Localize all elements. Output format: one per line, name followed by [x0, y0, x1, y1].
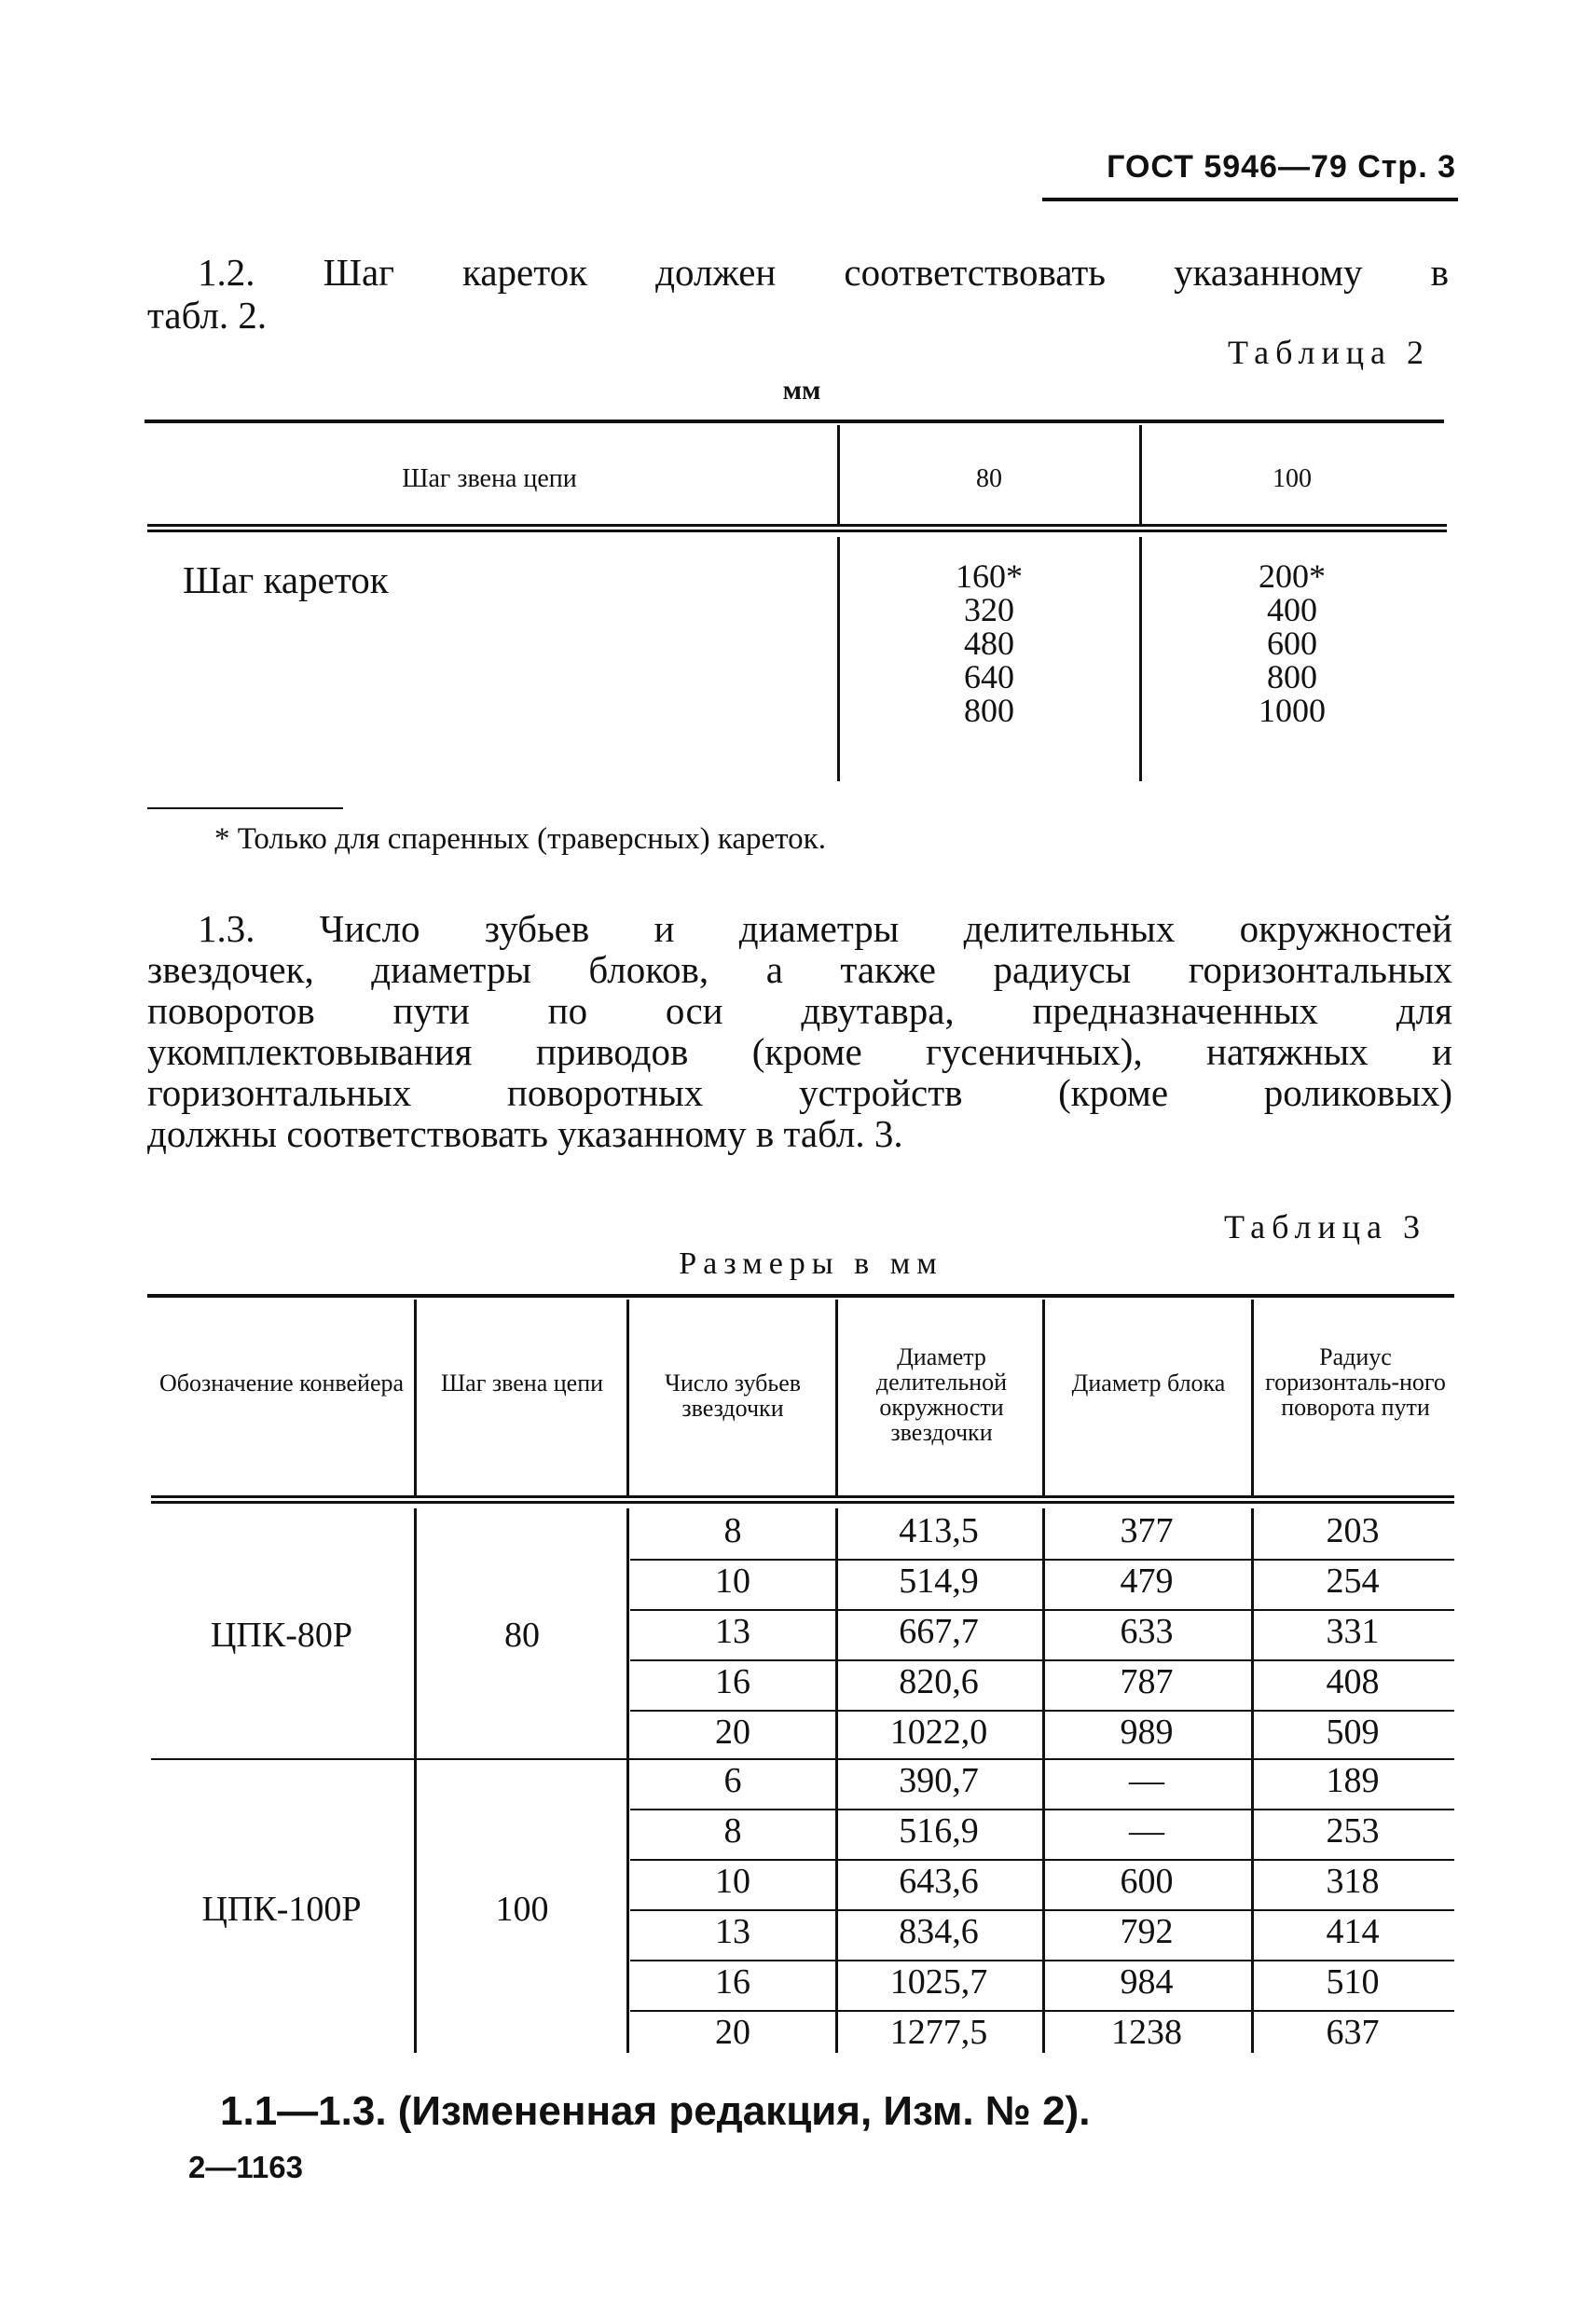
- table2-header-col1: 80: [976, 464, 1002, 493]
- table2-vline-b: [1139, 425, 1142, 524]
- table2-top-rule: [144, 420, 1444, 423]
- table3-header-pitch-diameter: Диаметр делительной окружности звездочки: [875, 1343, 1008, 1446]
- block-diameter-cell: 787: [1120, 1662, 1174, 1701]
- section-1-3-line: 1.3. Число зубьев и диаметры делительных окружностей: [198, 907, 1452, 950]
- table-row: [630, 1611, 1454, 1661]
- pitch-diameter-cell: 820,6: [899, 1662, 979, 1701]
- pitch-diameter-cell: 834,6: [899, 1912, 979, 1951]
- table2-unit: мм: [782, 375, 821, 406]
- table3-hvline: [1251, 1300, 1254, 1497]
- table-row: [630, 1861, 1454, 1911]
- table3-chain-pitch: 80: [504, 1616, 540, 1655]
- table3-header-block-diameter: Диаметр блока: [1071, 1369, 1226, 1397]
- table2-vline-c: [837, 537, 840, 781]
- teeth-cell: 10: [715, 1562, 750, 1601]
- section-1-2-line1: 1.2. Шаг кареток должен соответствовать указанному в: [198, 251, 1449, 294]
- section-1-2-line2: табл. 2.: [147, 294, 268, 337]
- pitch-diameter-cell: 514,9: [899, 1562, 979, 1601]
- table3-top-rule: [147, 1294, 1454, 1298]
- teeth-cell: 6: [723, 1761, 742, 1800]
- pitch-diameter-cell: 667,7: [899, 1612, 979, 1651]
- section-1-3-line: должны соответствовать указанному в табл. 3.: [147, 1112, 903, 1155]
- teeth-cell: 16: [715, 1662, 750, 1701]
- table-row: [630, 1961, 1454, 2012]
- table2-vline-d: [1139, 537, 1142, 781]
- pitch-diameter-cell: 1025,7: [889, 1962, 988, 2002]
- table-row: [630, 1760, 1454, 1810]
- radius-cell: 203: [1326, 1511, 1380, 1550]
- block-diameter-cell: 792: [1120, 1912, 1174, 1951]
- section-1-3-line: укомплектовывания приводов (кроме гусеничных), натяжных и: [147, 1030, 1452, 1073]
- block-diameter-cell: —: [1129, 1761, 1164, 1800]
- teeth-cell: 13: [715, 1912, 750, 1951]
- table3-header-rule: [151, 1495, 1454, 1504]
- radius-cell: 637: [1326, 2013, 1380, 2052]
- table3-group-2-rows: [630, 1760, 1454, 2060]
- radius-cell: 509: [1326, 1713, 1380, 1752]
- table-row: [630, 1661, 1454, 1712]
- table2-col1-value: 160*: [956, 557, 1023, 595]
- block-diameter-cell: 989: [1120, 1713, 1174, 1752]
- pitch-diameter-cell: 390,7: [899, 1761, 979, 1800]
- header-rule: [1042, 198, 1458, 201]
- radius-cell: 254: [1326, 1562, 1380, 1601]
- table2-header-col2: 100: [1273, 464, 1312, 493]
- block-diameter-cell: 377: [1120, 1511, 1174, 1550]
- table-row: [630, 1810, 1454, 1861]
- table3-group-1-rows: [630, 1510, 1454, 1760]
- table-row: [630, 1561, 1454, 1611]
- table2-col1-value: 480: [964, 625, 1014, 662]
- block-diameter-cell: 479: [1120, 1562, 1174, 1601]
- radius-cell: 189: [1326, 1761, 1380, 1800]
- section-1-3-line: звездочек, диаметры блоков, а также радиусы горизонтальных: [147, 948, 1452, 991]
- table2-caption: Таблица 2: [1228, 334, 1430, 371]
- table3-hvline: [414, 1300, 417, 1497]
- table2-header-label: Шаг звена цепи: [402, 464, 577, 493]
- section-1-3: [147, 908, 1452, 1154]
- table2-col2-value: 600: [1267, 625, 1317, 662]
- pitch-diameter-cell: 413,5: [899, 1511, 979, 1550]
- table2-col1-value: 800: [964, 692, 1014, 729]
- table-row: [630, 1911, 1454, 1961]
- block-diameter-cell: 1238: [1111, 2013, 1182, 2052]
- radius-cell: 253: [1326, 1811, 1380, 1851]
- table3-caption: Таблица 3: [1224, 1208, 1426, 1245]
- table2-row-label: Шаг кареток: [183, 558, 389, 601]
- table3-designation: ЦПК-80Р: [210, 1616, 353, 1655]
- teeth-cell: 10: [715, 1862, 750, 1901]
- table-row: [630, 1510, 1454, 1561]
- teeth-cell: 8: [723, 1511, 742, 1550]
- pitch-diameter-cell: 643,6: [899, 1862, 979, 1901]
- table3-vline: [626, 1508, 629, 2053]
- radius-cell: 318: [1326, 1862, 1380, 1901]
- table3-hvline: [1042, 1300, 1045, 1497]
- teeth-cell: 20: [715, 1713, 750, 1752]
- teeth-cell: 8: [723, 1811, 742, 1851]
- print-code: 2—1163: [188, 2150, 303, 2184]
- table3-hvline: [835, 1300, 838, 1497]
- table-row: [630, 2012, 1454, 2060]
- standard-header: ГОСТ 5946—79 Стр. 3: [1107, 149, 1456, 185]
- footnote-rule: [147, 807, 343, 809]
- table2-col1-values: [841, 559, 1137, 727]
- table2-col1-value: 320: [964, 591, 1014, 628]
- table3-designation: ЦПК-100Р: [201, 1890, 362, 1929]
- table2-col1-value: 640: [964, 658, 1014, 695]
- table2-col2-values: [1143, 559, 1441, 727]
- radius-cell: 510: [1326, 1962, 1380, 2002]
- section-1-3-line: горизонтальных поворотных устройств (кроме роликовых): [147, 1071, 1452, 1114]
- block-diameter-cell: 633: [1120, 1612, 1174, 1651]
- table3-header-chain-pitch: Шаг звена цепи: [440, 1369, 604, 1397]
- table2-col2-value: 1000: [1259, 692, 1326, 729]
- teeth-cell: 20: [715, 2013, 750, 2052]
- radius-cell: 414: [1326, 1912, 1380, 1951]
- table2-col2-value: 800: [1267, 658, 1317, 695]
- amendment-note: 1.1—1.3. (Измененная редакция, Изм. № 2).: [220, 2088, 1091, 2134]
- table3-hvline: [626, 1300, 629, 1497]
- table3-vline: [414, 1508, 417, 2053]
- teeth-cell: 13: [715, 1612, 750, 1651]
- block-diameter-cell: 600: [1120, 1862, 1174, 1901]
- table2-footnote: * Только для спаренных (траверсных) кареток.: [214, 822, 826, 856]
- section-1-3-line: поворотов пути по оси двутавра, предназначенных для: [147, 989, 1452, 1032]
- teeth-cell: 16: [715, 1962, 750, 2002]
- radius-cell: 331: [1326, 1612, 1380, 1651]
- table-row: [630, 1712, 1454, 1760]
- radius-cell: 408: [1326, 1662, 1380, 1701]
- table2-vline-a: [837, 425, 840, 524]
- pitch-diameter-cell: 1277,5: [889, 2013, 988, 2052]
- table2-header-rule: [147, 524, 1447, 532]
- block-diameter-cell: —: [1129, 1811, 1164, 1851]
- table2-col2-value: 400: [1267, 591, 1317, 628]
- pitch-diameter-cell: 1022,0: [889, 1713, 988, 1752]
- table2-col2-value: 200*: [1259, 557, 1326, 595]
- table3-header-radius: Радиус горизонталь-ного поворота пути: [1265, 1343, 1446, 1421]
- table3-header-teeth: Число зубьев звездочки: [664, 1369, 802, 1422]
- block-diameter-cell: 984: [1120, 1962, 1174, 2002]
- table3-chain-pitch: 100: [495, 1890, 549, 1929]
- pitch-diameter-cell: 516,9: [899, 1811, 979, 1851]
- table3-header-designation: Обозначение конвейера: [158, 1369, 405, 1397]
- table3-unit: Размеры в мм: [679, 1246, 943, 1281]
